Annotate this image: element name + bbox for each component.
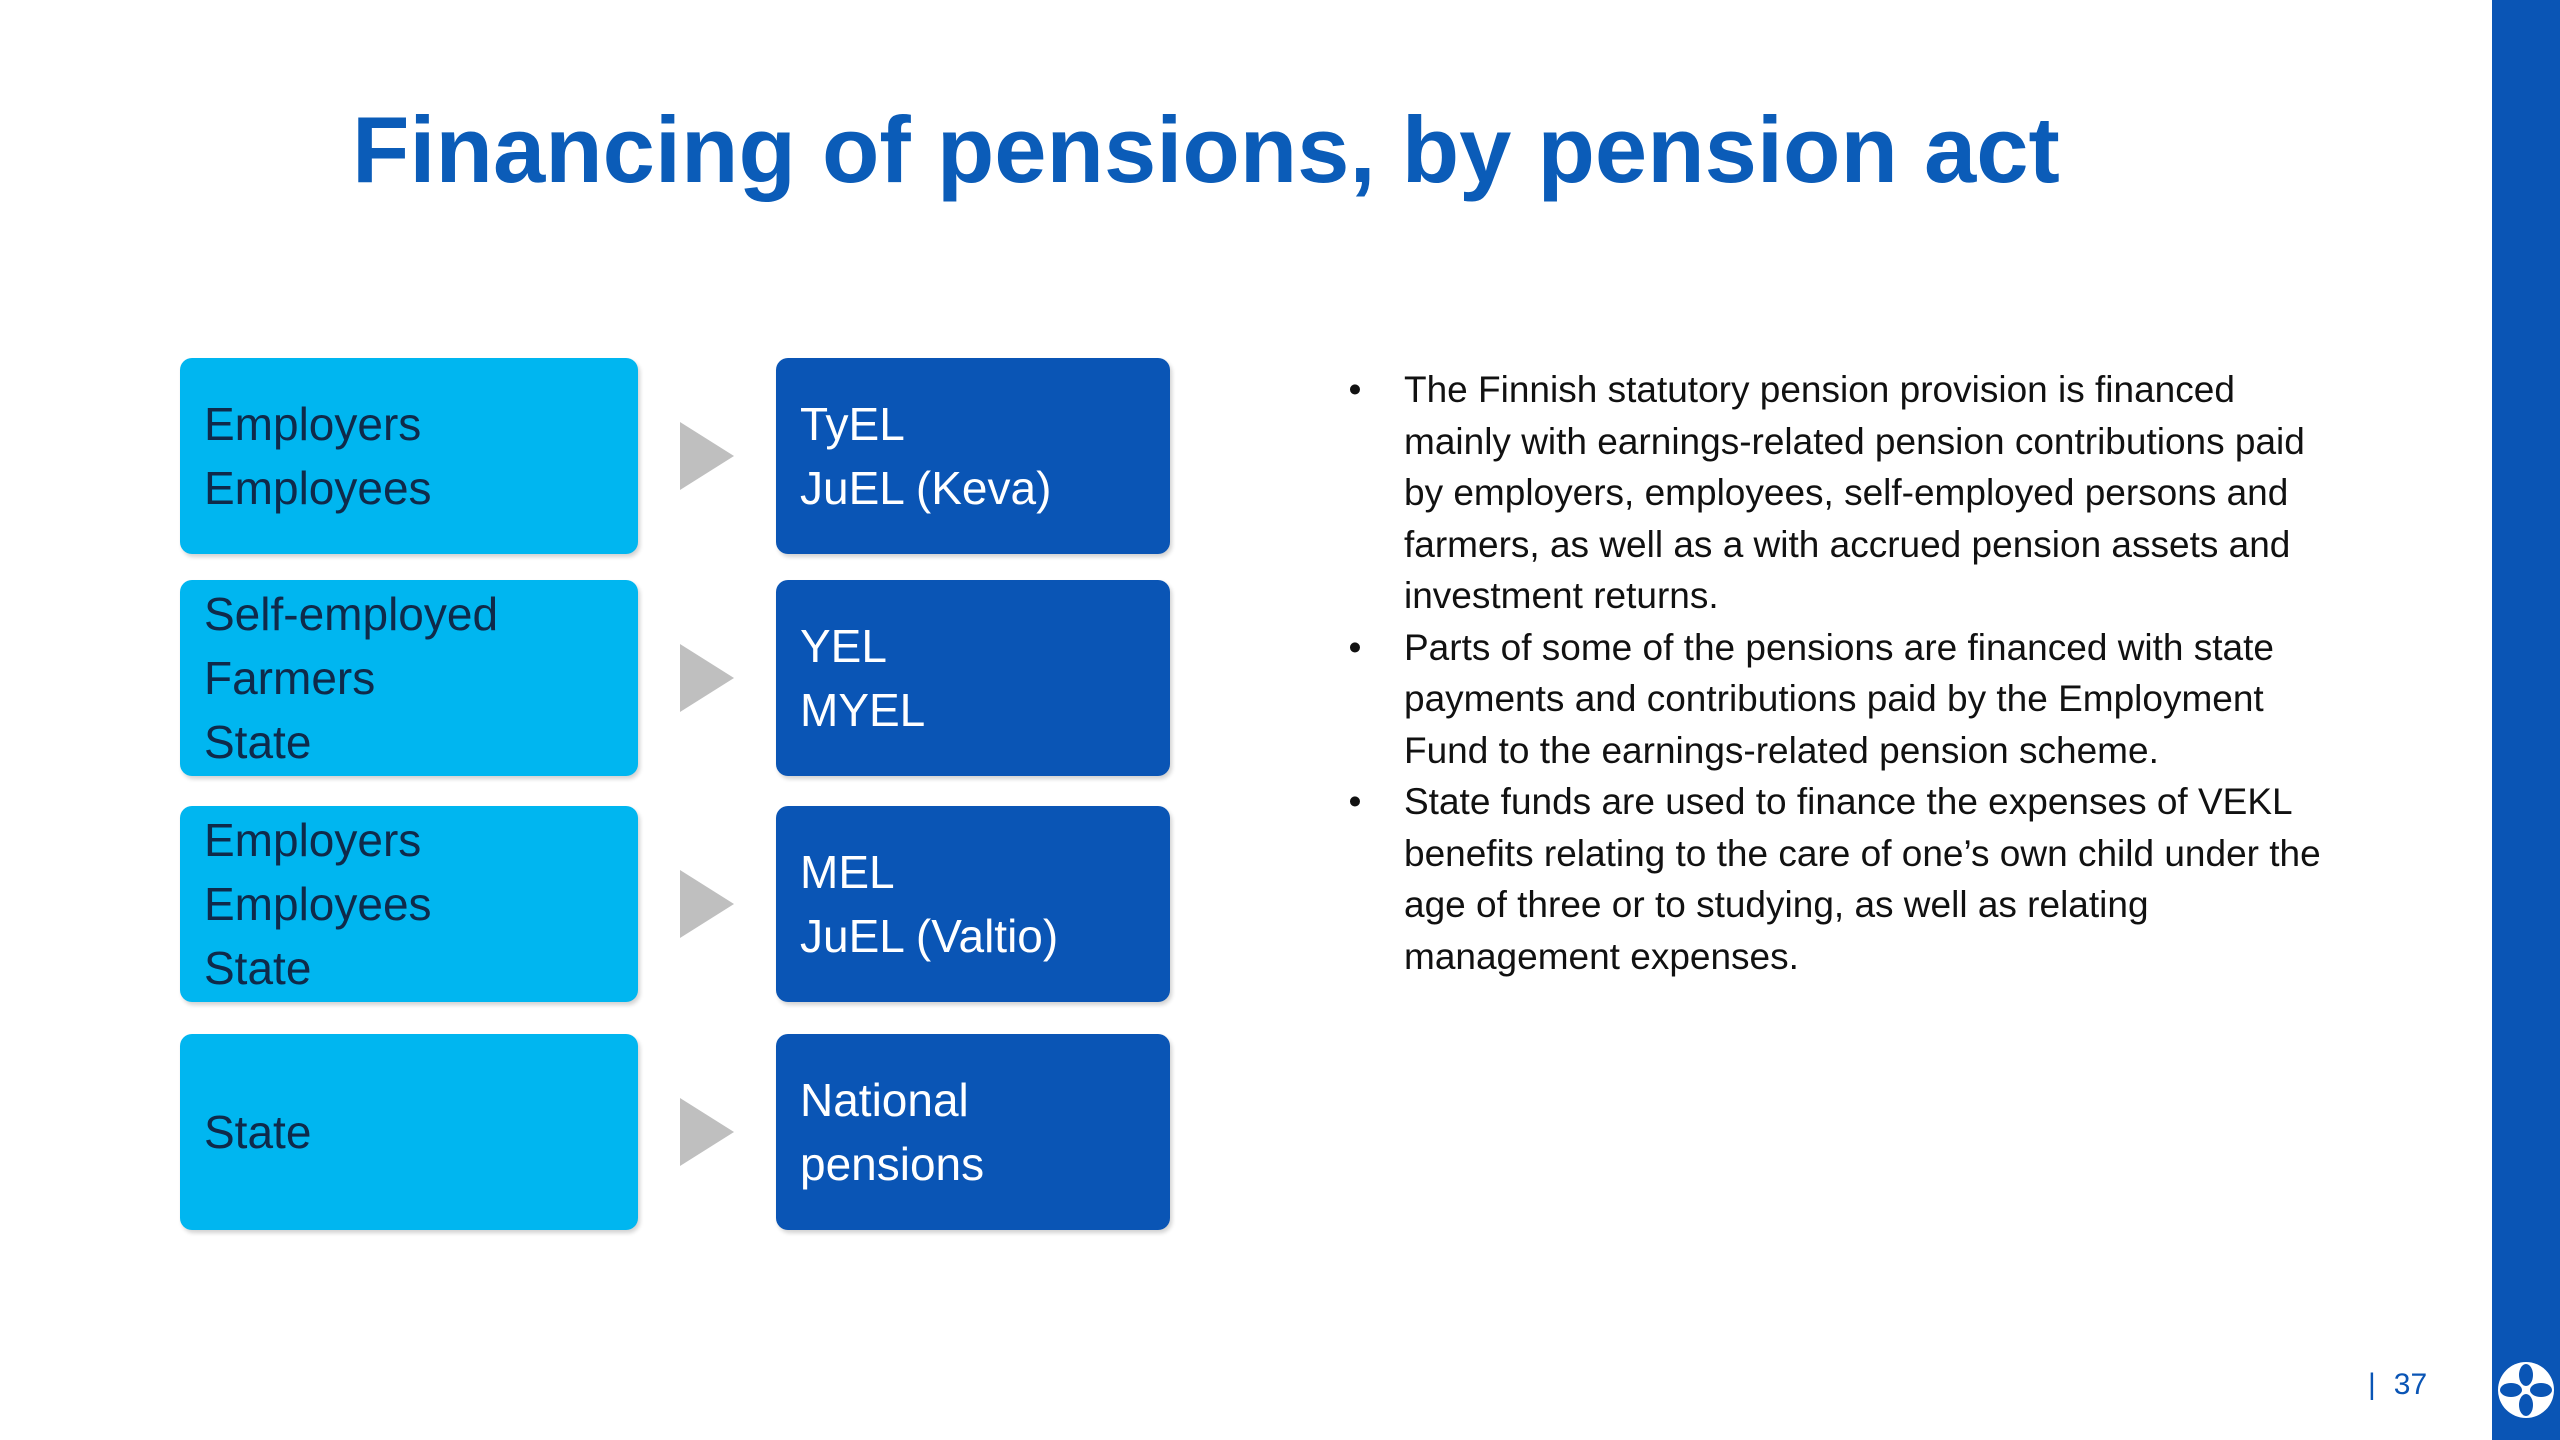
play-triangle-icon xyxy=(680,644,734,712)
pension-act-label: TyEL xyxy=(800,398,905,450)
funding-source-label: Self-employed xyxy=(204,588,499,640)
side-bar xyxy=(2492,0,2560,1440)
bullet-text: State funds are used to finance the expenses of VEKL benefits relating to the care of one’s own child under the age of three or to studying, as well as relating management expenses. xyxy=(1404,781,2321,977)
pension-act-label: MEL xyxy=(800,846,895,898)
funding-source-label: State xyxy=(204,942,312,994)
funding-source-label: State xyxy=(204,1106,312,1158)
bullet-item xyxy=(1340,622,2340,777)
flow-row xyxy=(180,806,1170,1002)
funding-source-box xyxy=(180,358,638,554)
page-number xyxy=(2368,1368,2427,1402)
bullet-text: The Finnish statutory pension provision is financed mainly with earnings-related pension contributions paid by employers, employees, self-employed persons and farmers, as well as a with accrued pension assets and investment returns. xyxy=(1404,369,2305,616)
funding-source-label: Employers xyxy=(204,398,422,450)
funding-source-box xyxy=(180,806,638,1002)
pension-act-label: JuEL (Keva) xyxy=(800,462,1052,514)
page-number-value: 37 xyxy=(2393,1368,2428,1401)
funding-source-label: Employers xyxy=(204,814,422,866)
play-triangle-icon xyxy=(680,870,734,938)
bullet-icon: • xyxy=(1348,626,1362,668)
bullet-item xyxy=(1340,776,2340,982)
funding-source-label: State xyxy=(204,716,312,768)
bullet-list xyxy=(1340,364,2340,982)
pension-act-box xyxy=(776,580,1170,776)
pension-act-label: JuEL (Valtio) xyxy=(800,910,1059,962)
play-triangle-icon xyxy=(680,1098,734,1166)
funding-source-box xyxy=(180,1034,638,1230)
bullet-item xyxy=(1340,364,2340,622)
funding-source-label: Employees xyxy=(204,878,432,930)
flow-row xyxy=(180,1034,1170,1230)
pension-act-label: National xyxy=(800,1074,969,1126)
slide-title: Financing of pensions, by pension act xyxy=(352,97,2060,202)
bullet-icon: • xyxy=(1348,369,1362,410)
pension-act-box xyxy=(776,806,1170,1002)
pension-act-label: pensions xyxy=(800,1138,985,1190)
funding-source-box xyxy=(180,580,638,776)
page-number-separator: | xyxy=(2368,1368,2376,1401)
flow-row xyxy=(180,358,1170,554)
funding-source-label: Employees xyxy=(204,462,432,514)
bullet-icon: • xyxy=(1348,781,1362,822)
funding-source-label: Farmers xyxy=(204,652,376,704)
pension-act-label: YEL xyxy=(800,620,887,672)
flow-row xyxy=(180,580,1170,776)
play-triangle-icon xyxy=(680,422,734,490)
pension-act-label: MYEL xyxy=(800,684,926,736)
pension-act-box xyxy=(776,1034,1170,1230)
flower-logo-icon xyxy=(2496,1360,2556,1420)
bullet-text: Parts of some of the pensions are financed with state payments and contributions paid by the Employment Fund to the earnings-related pension scheme. xyxy=(1404,626,2274,771)
pension-act-box xyxy=(776,358,1170,554)
